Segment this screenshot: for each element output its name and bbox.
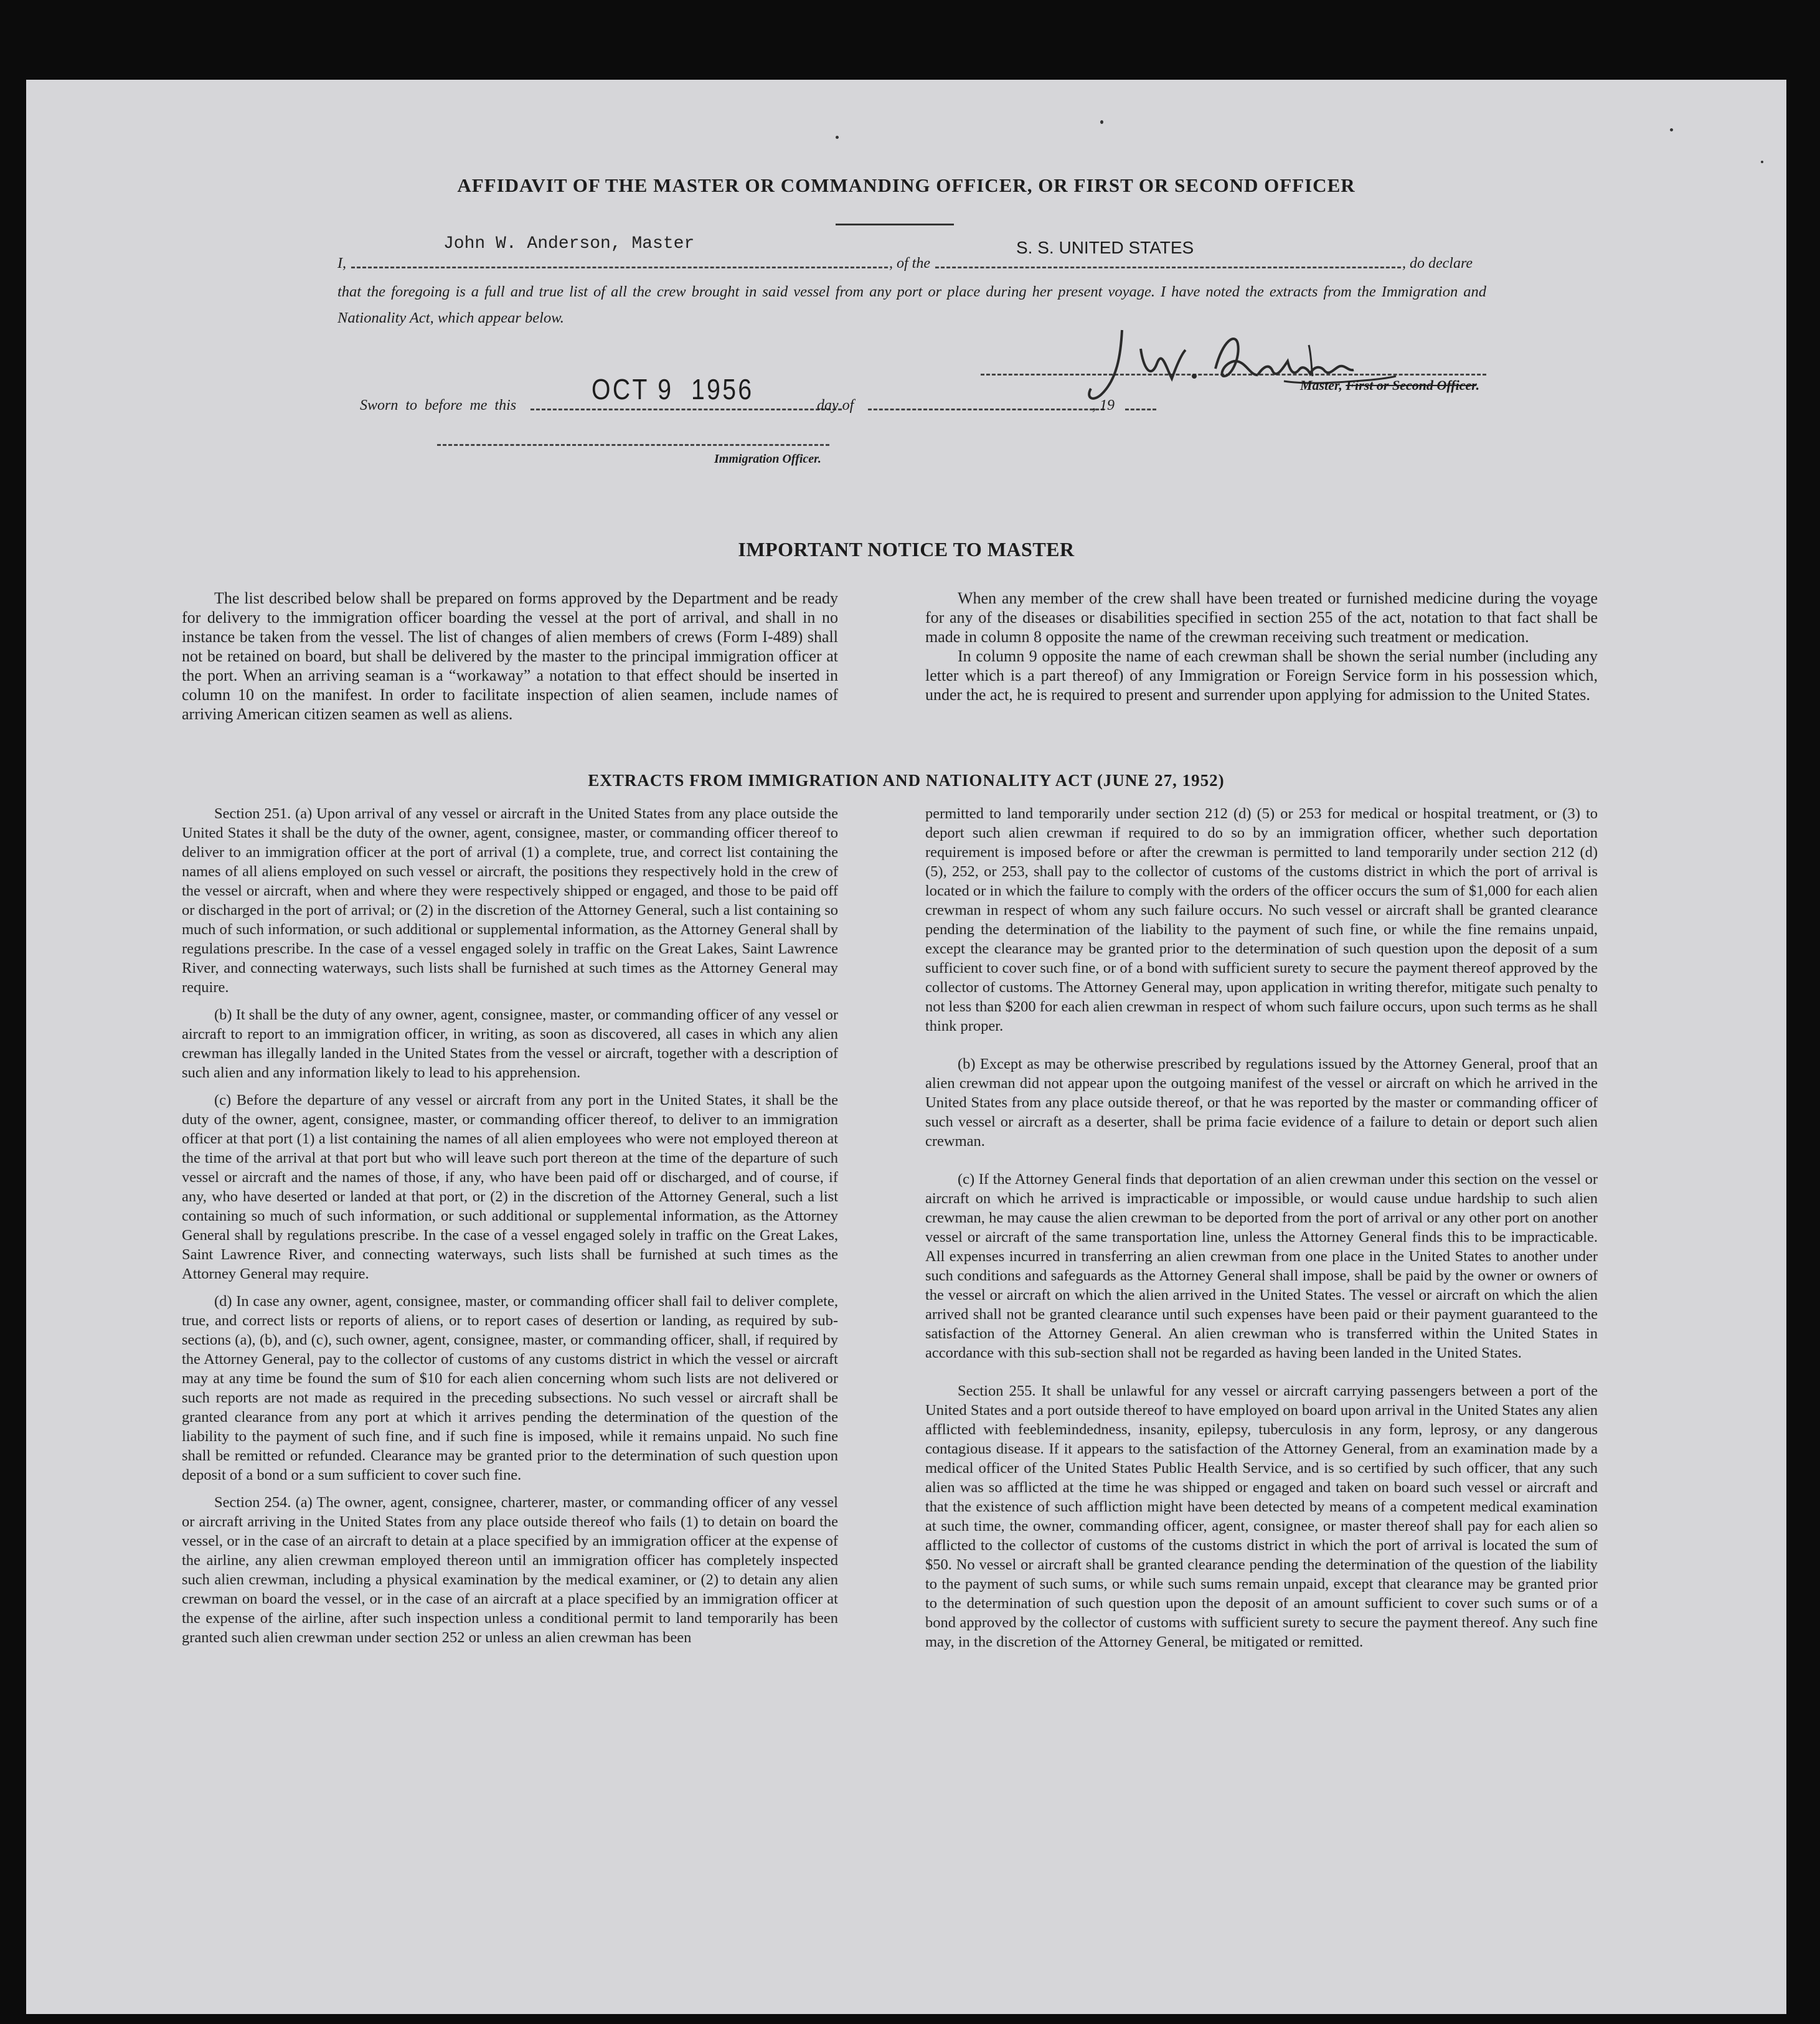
vessel-name: S. S. UNITED STATES	[1016, 238, 1194, 257]
sworn-date-stamp: OCT 9 1956	[592, 373, 754, 405]
extracts-right-column	[925, 804, 1598, 1660]
line1-prefix: I,	[337, 255, 346, 272]
section-254a-continued: permitted to land temporarily under section 212 (d) (5) or 253 for medical or hospital treatment, or (3) to deport such alien crewman if required to do so by an immigration officer, whether such deportation requirement is imposed before or after the crewman is permitted to land temporarily under section 212 (d) (5), 252, or 253, shall pay to the collector of customs of the customs district in which the port of arrival is located or in which the failure to comply with the orders of the officer occurs the sum of $1,000 for each alien crewman in respect of whom any such failure occurs. No such vessel or aircraft shall be granted clearance pending the determination of the liability to the payment of such fine, or while the fine remains unpaid, except the clearance may be granted prior to the determination of such question upon the deposit of a sum sufficient to cover such fine, or of a bond with sufficient surety to secure the payment thereof approved by the collector of customs. The Attorney General may, upon application in writing therefor, mitigate such penalty to not less than $200 for each alien crewman in respect of whom such failure occurs, upon such terms as he shall think proper.	[925, 805, 1598, 1034]
document-page	[26, 80, 1786, 2014]
sworn-text: Sworn to before me this	[360, 397, 517, 414]
section-254c: (c) If the Attorney General finds that deportation of an alien crewman under this section on the vessel or aircraft on which he arrived is impracticable or impossible, or would cause undue hardship to such alien crewman, he may cause the alien crewman to be deported from the port of arrival or any other port on another vessel or aircraft of the same transportation line, unless the Attorney General finds this to be impracticable. All expenses incurred in transferring an alien crewman from one place in the United States to another under such conditions and safeguards as the Attorney General shall impose, shall be paid by the owner or owners of the vessel or aircraft on which the alien arrived in the United States. The vessel or aircraft on which the alien arrived shall not be granted clearance until such expenses have been paid or their payment guaranteed to the satisfaction of the Attorney General. An alien crewman who is transferred within the United States in accordance with this sub-section shall not be regarded as having been landed in the United States.	[925, 1171, 1598, 1361]
section-254a: Section 254. (a) The owner, agent, consignee, charterer, master, or commanding officer of any vessel or aircraft arriving in the United States from any place outside thereof who fails (1) to detain on board the vessel, or in the case of an aircraft to detain at a place specified by an immigration officer at the expense of the airline, any alien crewman employed thereon until an immigration officer has completely inspected such alien crewman, including a physical examination by the medical examiner, or (2) to detain any alien crewman on board the vessel, or in the case of an aircraft at a place specified by an immigration officer at the expense of the airline, after such inspection unless a conditional permit to land temporarily has been granted such alien crewman under section 252 or unless an alien crewman has been	[182, 1494, 838, 1646]
declarant-name: John W. Anderson, Master	[443, 234, 695, 253]
sworn-date-line	[530, 409, 842, 410]
notice-right-paragraph-2: In column 9 opposite the name of each crewman shall be shown the serial number (including any letter which is a part thereof) of any Immigration or Foreign Service form in his possession which, under the act, he is required to present and surrender upon applying for admission to the United States.	[925, 647, 1598, 704]
section-251b: (b) It shall be the duty of any owner, agent, consignee, master, or commanding officer of any vessel or aircraft to report to an immigration officer, in writing, as soon as discovered, all cases in which any alien crewman has illegally landed in the United States from the vessel or aircraft, together with a description of such alien and any information likely to lead to his apprehension.	[182, 1006, 838, 1081]
vessel-name-line	[935, 267, 1401, 268]
extracts-left-column	[182, 804, 838, 1655]
year-prefix: , 19	[1092, 397, 1115, 414]
affidavit-title: AFFIDAVIT OF THE MASTER OR COMMANDING OFFICER, OR FIRST OR SECOND OFFICER	[457, 174, 1356, 196]
section-251c: (c) Before the departure of any vessel or aircraft from any port in the United States, it shall be the duty of the owner, agent, consignee, master, or commanding officer thereof, to deliver to an immigration officer at that port (1) a list containing the names of all alien employees who were not employed thereon at the time of the arrival at that port but who will leave such port thereon at the time of the departure of such vessel or aircraft and the names of those, if any, who have been paid off or discharged, and of course, if any, who have deserted or landed at that port, or (2) in the discretion of the Attorney General, such a list containing so much of such information, or such additional or supplemental information, as the Attorney General shall by regulations prescribe. In the case of a vessel engaged solely in traffic on the Great Lakes, Saint Lawrence River, and connecting waterways, such lists shall be furnished at such times as the Attorney General may require.	[182, 1092, 838, 1282]
immigration-officer-label: Immigration Officer.	[714, 452, 821, 466]
section-254b: (b) Except as may be otherwise prescribed by regulations issued by the Attorney General, proof that an alien crewman did not appear upon the outgoing manifest of the vessel or aircraft on which he arrived in the United States from any place outside thereof, or that he was reported by the master or commanding officer of such vessel or aircraft as a deserter, shall be prima facie evidence of a failure to detain or deport such alien crewman.	[925, 1056, 1598, 1150]
section-251a: Section 251. (a) Upon arrival of any vessel or aircraft in the United States from any place outside the United States it shall be the duty of the owner, agent, consignee, master, or commanding officer thereof to deliver to an immigration officer at the port of arrival (1) a complete, true, and correct list containing the names of all aliens employed on such vessel or aircraft, the positions they respectively hold in the crew of the vessel or aircraft, when and where they were respectively shipped or engaged, and those to be paid off or discharged in the port of arrival; or (2) in the discretion of the Attorney General, such a list containing so much of such information, or such additional or supplemental information, as the Attorney General shall by regulations prescribe. In the case of a vessel engaged solely in traffic on the Great Lakes, Saint Lawrence River, and connecting waterways, such lists shall be furnished at such times as the Attorney General may require.	[182, 805, 838, 996]
scan-speck	[1761, 161, 1763, 163]
section-251d: (d) In case any owner, agent, consignee, master, or commanding officer shall fail to deliver complete, true, and correct lists or reports of aliens, or to report cases of desertion or landing, as required by sub-sections (a), (b), and (c), such owner, agent, consignee, master, or commanding officer, shall, if required by the Attorney General, pay to the collector of customs of any customs district in which the vessel or aircraft may at any time be found the sum of $10 for each alien concerning whom such lists are not delivered or such reports are not made as required in the preceding subsections. No such vessel or aircraft shall be granted clearance from any port at which it arrives pending the determination of the question of the liability to the payment of such fine, and if such fine is imposed, while it remains unpaid. No such fine shall be remitted or refunded. Clearance may be granted prior to the determination of such question upon deposit of a bond or a sum sufficient to cover such fine.	[182, 1293, 838, 1483]
declarant-name-line	[351, 267, 888, 268]
year-line	[1125, 409, 1156, 410]
notice-title: IMPORTANT NOTICE TO MASTER	[738, 538, 1075, 560]
notice-right-column	[925, 589, 1598, 704]
month-line	[868, 409, 1105, 410]
scan-speck	[1670, 128, 1673, 131]
do-declare-label: , do declare	[1402, 255, 1473, 272]
day-of-label: day of	[817, 397, 854, 414]
scan-speck	[1100, 120, 1103, 124]
signer-title-master: Master,	[1300, 377, 1342, 393]
immigration-officer-line	[437, 444, 829, 446]
notice-left-paragraph: The list described below shall be prepared on forms approved by the Department and be ready for delivery to the immigration officer boarding the vessel at the port of arrival, and shall in no instance be taken from the vessel. The list of changes of alien members of crews (Form I-489) shall not be retained on board, but shall be delivered by the master to the principal immigration officer at the port. When an arriving seaman is a “workaway” a notation to that effect should be inserted in column 10 on the manifest. In order to facilitate inspection of alien seamen, include names of arriving American citizen seamen as well as aliens.	[182, 589, 838, 723]
declaration-text: that the foregoing is a full and true list of all the crew brought in said vessel from any port or place during her present voyage. I have noted the extracts from the Immigration and Nationality Act, which appear below.	[337, 283, 1486, 326]
of-the-label: , of the	[889, 255, 930, 272]
signer-title-end: .	[1476, 377, 1480, 393]
scan-speck	[836, 136, 839, 139]
title-rule	[836, 224, 954, 225]
signer-title-struck: First or Second Officer	[1346, 377, 1476, 393]
section-255: Section 255. It shall be unlawful for any vessel or aircraft carrying passengers between a port of the United States and a port outside thereof to have employed on board upon arrival in the United States any alien afflicted with feeblemindedness, insanity, epilepsy, tuberculosis in any form, leprosy, or any dangerous contagious disease. If it appears to the satisfaction of the Attorney General, from an examination made by a medical officer of the United States Public Health Service, and is so certified by such officer, that any such alien was so afflicted at the time he was shipped or engaged and taken on board such vessel or aircraft and that the existence of such affliction might have been detected by means of a competent medical examination at such time, the owner, commanding officer, agent, consignee, or master thereof shall pay for each alien so afflicted to the collector of customs of the customs district in which the port of arrival is located the sum of $50. No vessel or aircraft shall be granted clearance pending the determination of the question of the liability to the payment of such sums, or while such sums remain unpaid, except that clearance may be granted prior to the determination of such question upon the deposit of an amount sufficient to cover such sums or of a bond approved by the collector of customs with sufficient surety to secure the payment thereof. Any such fine may, in the discretion of the Attorney General, be mitigated or remitted.	[925, 1383, 1598, 1650]
notice-right-paragraph-1: When any member of the crew shall have been treated or furnished medicine during the voyage for any of the diseases or disabilities specified in section 255 of the act, notation to that fact shall be made in column 8 opposite the name of the crewman receiving such treatment or medication.	[925, 589, 1598, 646]
signer-title	[1300, 377, 1479, 394]
notice-left-column	[182, 589, 838, 724]
extracts-title: EXTRACTS FROM IMMIGRATION AND NATIONALITY ACT (JUNE 27, 1952)	[588, 771, 1225, 790]
